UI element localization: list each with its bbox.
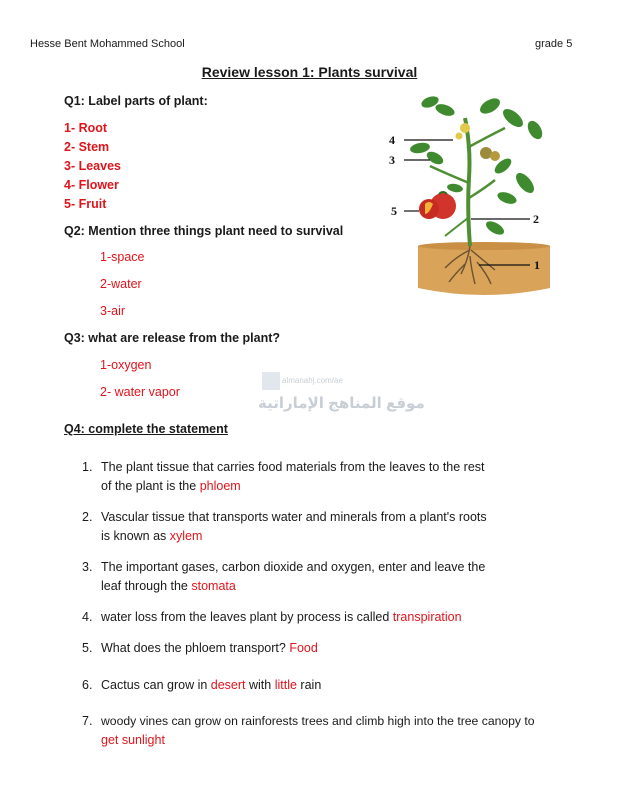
statement-text: with — [245, 678, 275, 692]
statement-answer: desert — [210, 678, 246, 692]
q4-title: Q4: complete the statement — [64, 422, 228, 436]
diagram-label: 3 — [389, 153, 395, 167]
q1-answer: 5- Fruit — [64, 197, 107, 211]
diagram-label: 5 — [391, 204, 397, 218]
q1-question: Q1: Label parts of plant: — [64, 94, 208, 108]
statement-6 — [82, 676, 582, 696]
q2-answer: 2-water — [100, 277, 142, 291]
diagram-label: 2 — [533, 212, 539, 226]
statement-text: leaf through the — [101, 579, 192, 593]
q3-question: Q3: what are release from the plant? — [64, 331, 281, 345]
plant-diagram — [385, 88, 560, 300]
statement-answer: Food — [289, 641, 318, 655]
q2-answer: 1-space — [100, 250, 145, 264]
statement-7 — [82, 712, 582, 752]
statement-text: rain — [296, 678, 322, 692]
statement-text: Cactus can grow in — [101, 678, 211, 692]
statement-answer: xylem — [169, 529, 203, 543]
watermark-logo — [262, 372, 280, 390]
statement-answer: little — [274, 678, 297, 692]
statement-text: is known as — [101, 529, 170, 543]
statement-3 — [82, 558, 582, 598]
statement-answer: get sunlight — [101, 733, 165, 747]
q1-answer: 1- Root — [64, 121, 108, 135]
statement-number: 3. — [82, 560, 93, 574]
diagram-label: 4 — [389, 133, 395, 147]
q1-answer: 4- Flower — [64, 178, 119, 192]
statement-text: Vascular tissue that transports water and minerals from a plant's roots — [101, 510, 487, 524]
statement-text: The important gases, carbon dioxide and oxygen, enter and leave the — [101, 560, 486, 574]
statement-5 — [82, 639, 582, 659]
watermark-text: موقع المناهج الإماراتية — [258, 395, 425, 412]
statement-number: 2. — [82, 510, 93, 524]
statement-number: 1. — [82, 460, 93, 474]
q1-answer: 3- Leaves — [64, 159, 121, 173]
statement-text: woody vines can grow on rainforests trees and climb high into the tree canopy to — [101, 714, 535, 728]
statement-number: 6. — [82, 678, 93, 692]
statement-2 — [82, 508, 582, 548]
statement-answer: transpiration — [392, 610, 462, 624]
statement-number: 4. — [82, 610, 93, 624]
statement-number: 5. — [82, 641, 93, 655]
fruit — [419, 192, 456, 219]
statement-text: water loss from the leaves plant by process is called — [101, 610, 393, 624]
watermark-url: almanahj.com/ae — [282, 376, 343, 385]
q2-answer: 3-air — [100, 304, 126, 318]
statement-4 — [82, 608, 582, 628]
diagram-label: 1 — [534, 258, 540, 272]
statement-text: The plant tissue that carries food materials from the leaves to the rest — [101, 460, 485, 474]
statement-text: of the plant is the — [101, 479, 200, 493]
q3-answer: 1-oxygen — [100, 358, 152, 372]
statement-1 — [82, 458, 582, 498]
grade-label: grade 5 — [535, 38, 573, 50]
q2-question: Q2: Mention three things plant need to survival — [64, 224, 344, 238]
page-title: Review lesson 1: Plants survival — [201, 64, 418, 80]
statement-text: What does the phloem transport? — [101, 641, 290, 655]
soil-surface — [418, 242, 550, 250]
statement-answer: phloem — [199, 479, 241, 493]
statement-number: 7. — [82, 714, 93, 728]
statement-answer: stomata — [191, 579, 236, 593]
q3-answer: 2- water vapor — [100, 385, 180, 399]
q1-answer: 2- Stem — [64, 140, 110, 154]
school-name: Hesse Bent Mohammed School — [30, 38, 185, 50]
